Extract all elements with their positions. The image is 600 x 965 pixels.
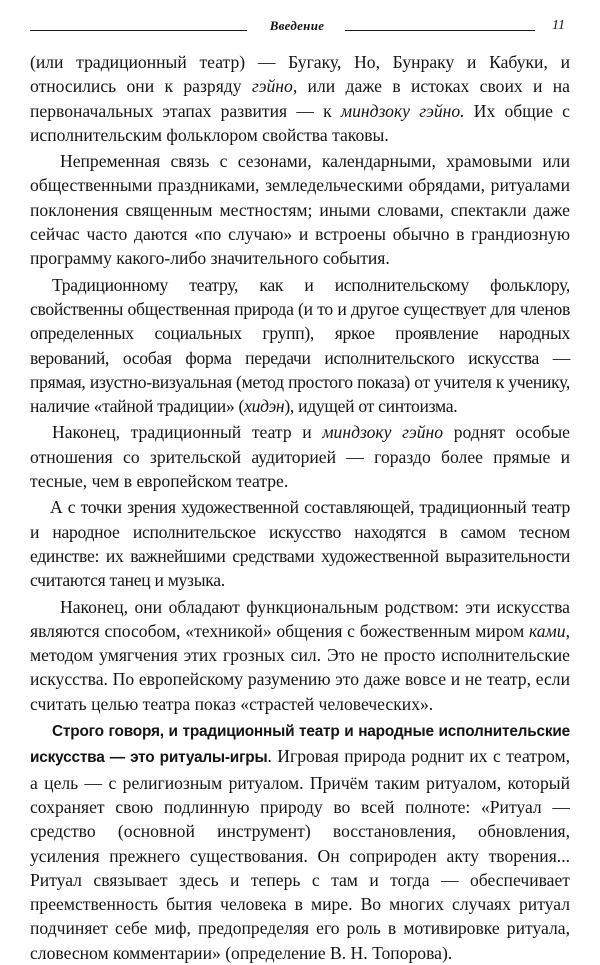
header-rule-right xyxy=(345,30,535,31)
paragraph-run-italic: ками xyxy=(528,620,566,641)
paragraph-run: Их общие с исполнительским фольклором свойства таковы. xyxy=(30,100,570,145)
page-number: 11 xyxy=(552,18,565,33)
paragraph-run: Традиционному театру, как и исполнительскому фольклору, свойственны общественная природа (и то и другое существует для членов определенных социальных групп), яркое проявление народных верований, особая форма передачи исполнительского искусства — прямая, изустно-визуальная (метод простого показа) от учителя к ученику, наличие «тайной традиции» ( xyxy=(30,274,570,417)
paragraph-run: Наконец, они обладают функциональным родством: эти искусства являются способом, «техникой» общения с божественным миром xyxy=(30,596,570,641)
paragraph-run: Непременная связь с сезонами, календарными, храмовыми или общественными праздниками, земледельческими обрядами, ритуалами поклонения священным местностям; иными словами, спектакли даже сейчас часто даются «по случаю» и встроены обычно в грандиозную программу какого-либо значительного события. xyxy=(30,151,570,269)
page-header xyxy=(30,14,578,44)
paragraph-7 xyxy=(30,718,570,965)
paragraph-run: или даже в истоках своих и на первоначальных этапах развития — к xyxy=(30,76,570,121)
paragraph-run: роднят особые отношения со зрительской аудиторией — гораздо более прямые и тесные, чем в европейском театре. xyxy=(30,422,570,492)
paragraph-run: ), идущей от синтоизма. xyxy=(284,396,458,417)
paragraph-run: А с точки зрения художественной составляющей, традиционный театр и народное исполнительское искусство находятся в самом тесном единстве: их важнейшими средствами художественной выразительности считаются танец и музыка. xyxy=(30,497,570,591)
paragraph-6 xyxy=(30,595,570,716)
paragraph-run-italic: гэйно, xyxy=(251,76,298,97)
paragraph-4 xyxy=(30,420,570,493)
paragraph-lead-bold: Строго говоря, и традиционный театр и народные исполнительские искусства — это ритуалы-игры xyxy=(30,723,570,767)
paragraph-5 xyxy=(30,495,570,592)
running-title: Введение xyxy=(269,18,325,33)
paragraph-run: (или традиционный театр) — Бугаку, Но, Бунраку и Кабуки, и относились они к разряду xyxy=(30,52,570,97)
paragraph-run: Наконец, традиционный театр и xyxy=(52,422,323,443)
paragraph-1 xyxy=(30,50,570,147)
paragraph-run-italic: миндзоку гэйно. xyxy=(340,100,465,121)
paragraph-run: . Игровая природа роднит их с театром, а цель — с религиозным ритуалом. Причём таким ритуалом, который сохраняет свою подлинную природу во всей полноте: «Ритуал — средство (основной инструмент) восстановления, обновления, усиления прежнего существования. Он соприроден акту творения... Ритуал связывает здесь и теперь с там и тогда — обеспечивает преемственность бытия человека в мире. Во многих случаях ритуал подчиняет себе миф, предопределяя его роль в мотивировке ритуала, словесном комментарии» (определение В. Н. Топорова). xyxy=(30,746,570,963)
header-rule-left xyxy=(30,30,247,31)
paragraph-3 xyxy=(30,273,570,419)
paragraph-run: , методом умягчения этих грозных сил. Это не просто исполнительские искусства. По европейскому разумению это даже вовсе и не театр, если считать целью театра показ «страстей человеческих». xyxy=(30,620,570,714)
body-text xyxy=(30,50,570,965)
paragraph-2 xyxy=(30,149,570,270)
paragraph-run-italic: миндзоку гэйно xyxy=(322,422,444,443)
paragraph-run-italic: хидэн xyxy=(244,396,285,417)
